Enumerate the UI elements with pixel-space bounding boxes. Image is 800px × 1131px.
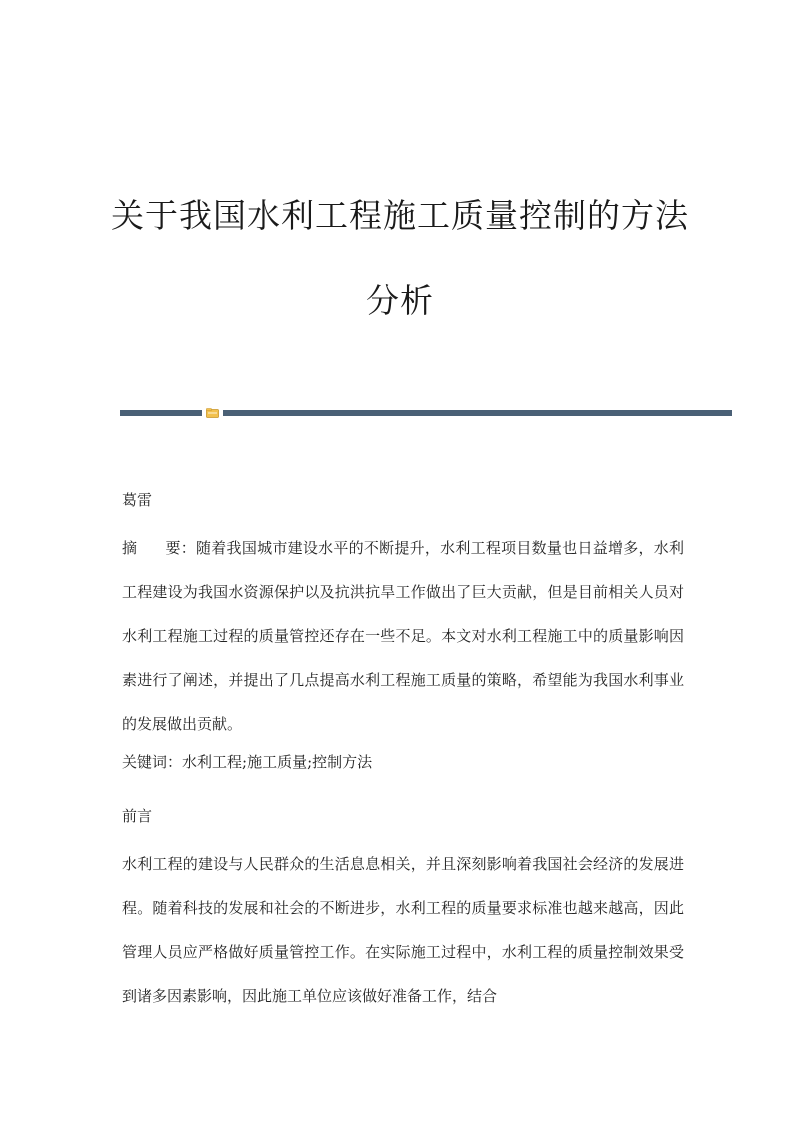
document-title-line-1: 关于我国水利工程施工质量控制的方法 (111, 196, 689, 235)
document-title-line-2: 分析 (366, 281, 434, 320)
abstract-text: 随着我国城市建设水平的不断提升，水利工程项目数量也日益增多，水利工程建设为我国水资源保护以及抗洪抗旱工作做出了巨大贡献，但是目前相关人员对水利工程施工过程的质量管控还存在一些不足。本文对水利工程施工中的质量影响因素进行了阐述，并提出了几点提高水利工程施工质量的策略，希望能为我国水利事业的发展做出贡献。 (122, 539, 684, 733)
abstract-paragraph (122, 526, 684, 746)
preface-heading: 前言 (122, 807, 153, 825)
divider-bar-right (223, 410, 732, 416)
keywords-label: 关键词： (122, 753, 183, 771)
keywords-line (122, 740, 684, 784)
divider-bar-left (120, 410, 202, 416)
author-name: 葛雷 (122, 491, 153, 509)
title-divider (120, 408, 732, 418)
body-paragraph: 水利工程的建设与人民群众的生活息息相关，并且深刻影响着我国社会经济的发展进程。随着科技的发展和社会的不断进步，水利工程的质量要求标准也越来越高，因此管理人员应严格做好质量管控工作。在实际施工过程中，水利工程的质量控制效果受到诸多因素影响，因此施工单位应该做好准备工作，结合 (122, 855, 684, 1005)
abstract-label-second: 要： (165, 539, 197, 557)
abstract-label-first: 摘 (122, 539, 138, 557)
keywords-text: 水利工程;施工质量;控制方法 (182, 753, 373, 771)
folder-icon (206, 408, 219, 418)
